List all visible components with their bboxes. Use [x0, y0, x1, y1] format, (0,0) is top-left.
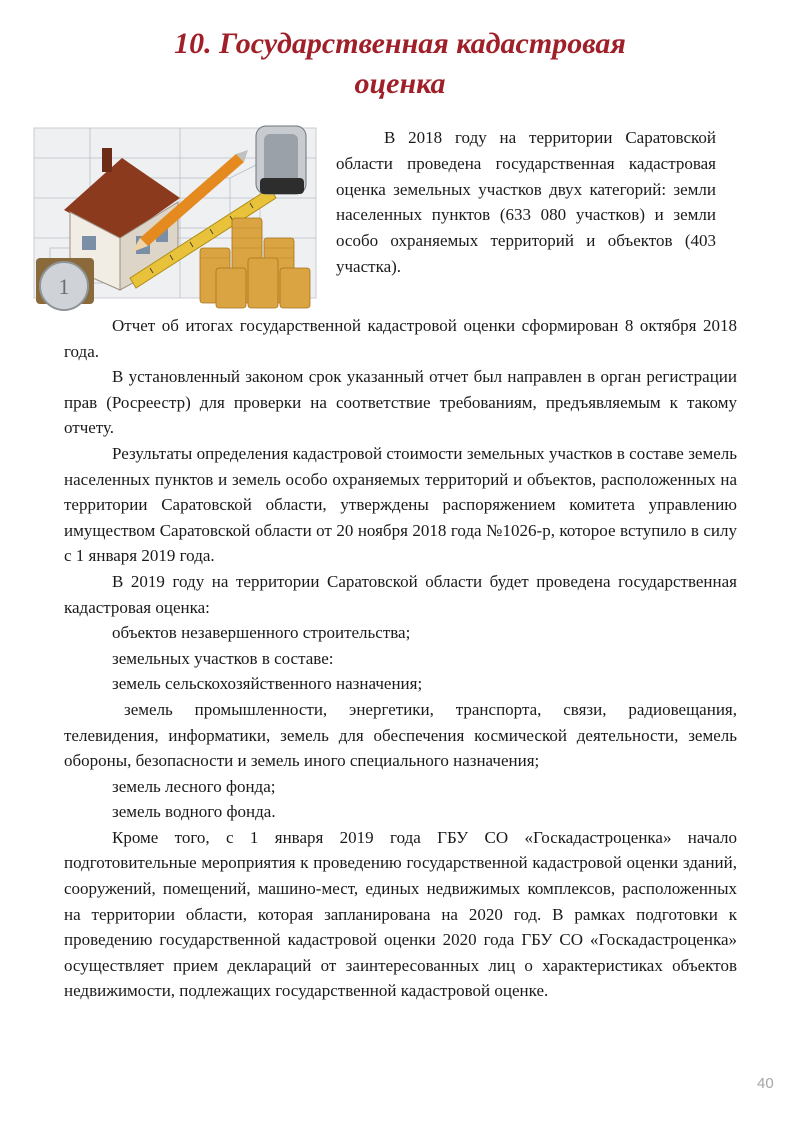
paragraph-closing: Кроме того, с 1 января 2019 года ГБУ СО «Госкадастроценка» начало подготовительные мероприятия к проведению государственной кадастровой оценки зданий, сооружений, помещений, машино-мест, единых недвижимых комплексов, расположенных на территории области, которая запланирована на 2020 год. В рамках подготовки к проведению государственной кадастровой оценки 2020 года ГБУ СО «Госкадастроценка» осуществляет прием деклараций от заинтересованных лиц о характеристиках объектов недвижимости, подлежащих государственной кадастровой оценке. — [64, 827, 737, 1001]
title-line-1: 10. Государственная кадастровая — [174, 27, 626, 60]
list-item: земель сельскохозяйственного назначения; — [112, 674, 423, 694]
illustration-svg — [30, 118, 322, 318]
cadastral-illustration — [30, 118, 322, 318]
list-item: земель лесного фонда; — [112, 776, 276, 796]
paragraph-2019: В 2019 году на территории Саратовской области будет проведена государственная кадастровая оценка: — [64, 571, 737, 617]
page-title — [0, 24, 800, 104]
list-item: земель водного фонда. — [112, 802, 276, 822]
paragraph-rosreestr: В установленный законом срок указанный отчет был направлен в орган регистрации прав (Росреестр) для проверки на соответствие требованиям, предъявляемым к такому отчету. — [64, 367, 737, 438]
title-line-2: оценка — [354, 67, 446, 100]
paragraph-results: Результаты определения кадастровой стоимости земельных участков в составе земель населенных пунктов и земель особо охраняемых территорий и объектов, расположенных на территории Саратовской области, утверждены распоряжением комитета управлению имуществом Саратовской области от 20 ноября 2018 года №1026-р, которое вступило в силу с 1 января 2019 года. — [64, 443, 737, 566]
body-text — [64, 313, 737, 1004]
list-item: земельных участков в составе: — [112, 648, 334, 668]
list-item: земель промышленности, энергетики, транспорта, связи, радиовещания, телевидения, информатики, земель для обеспечения космической деятельности, земель обороны, безопасности и земель иного специального назначения; — [64, 699, 737, 771]
ruble-coin-icon — [36, 258, 94, 310]
paragraph-report: Отчет об итогах государственной кадастровой оценки сформирован 8 октября 2018 года. — [64, 316, 737, 361]
coin-label: 1 — [58, 274, 70, 299]
intro-paragraph: В 2018 году на территории Саратовской области проведена государственная кадастровая оценка земельных участков двух категорий: земли населенных пунктов (633 080 участков) и земли особо охраняемых территорий и объектов (403 участка). — [336, 128, 716, 276]
page-number: 40 — [757, 1075, 774, 1092]
list-item: объектов незавершенного строительства; — [112, 623, 411, 643]
